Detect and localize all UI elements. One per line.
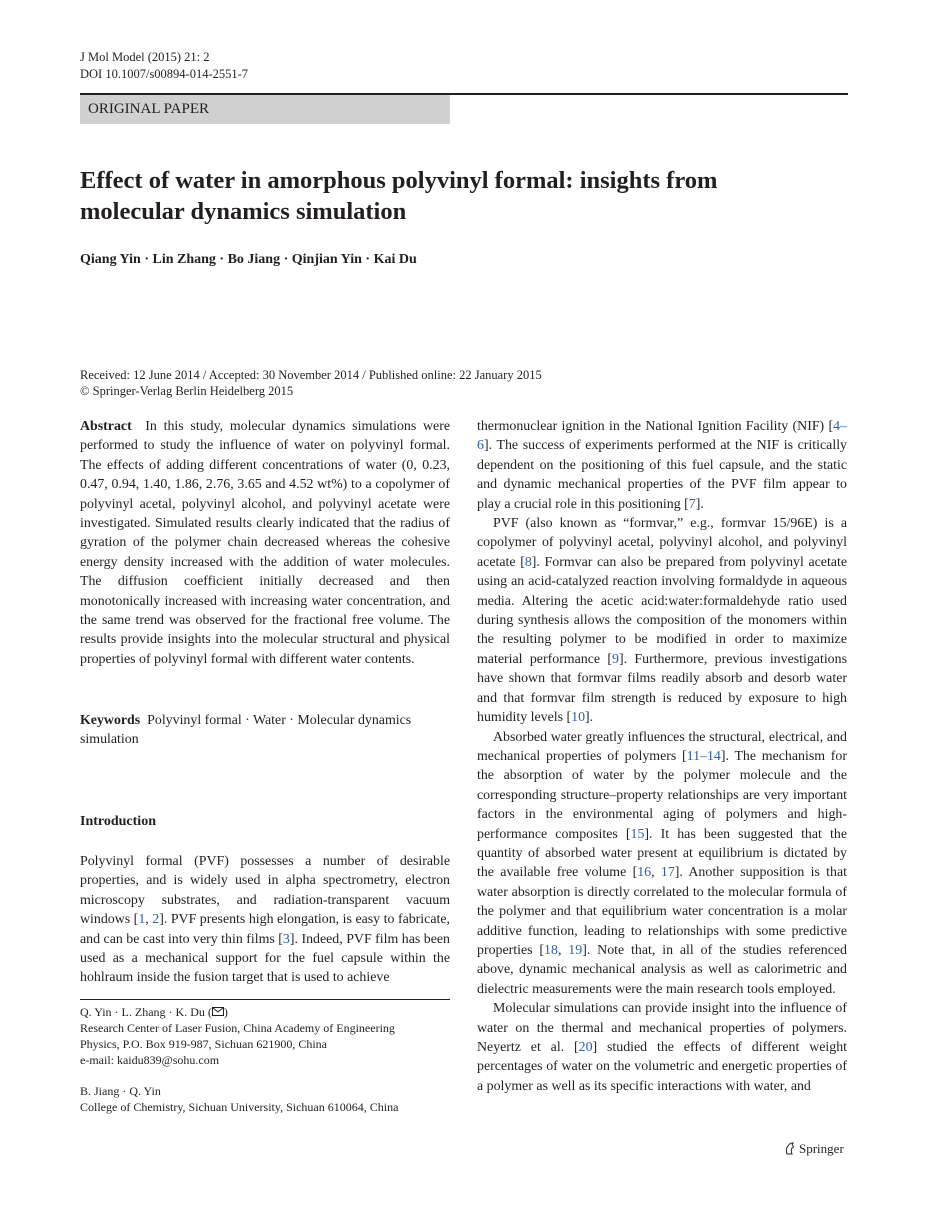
abstract-label: Abstract (80, 419, 132, 434)
keywords-label: Keywords (80, 713, 141, 728)
copyright-line: © Springer-Verlag Berlin Heidelberg 2015 (80, 384, 294, 398)
right-column (477, 417, 847, 1096)
publisher-mark (784, 1141, 844, 1157)
citation-link[interactable]: 16 (637, 865, 652, 881)
citation-link[interactable]: 18 (544, 942, 558, 958)
citation-link[interactable]: 2 (152, 912, 160, 928)
footnote-rule (80, 999, 450, 1000)
keywords (80, 711, 450, 750)
abstract (80, 417, 450, 669)
affiliation-1-email[interactable]: e-mail: kaidu839@sohu.com (80, 1053, 220, 1067)
publisher-name: Springer (799, 1141, 844, 1156)
affiliation-2 (80, 1083, 450, 1115)
introduction-heading: Introduction (80, 814, 156, 829)
citation-link[interactable]: 7 (688, 496, 696, 512)
publication-history (80, 367, 542, 399)
affiliation-1-line-1: Research Center of Laser Fusion, China Academy of Engineering (80, 1021, 395, 1035)
journal-doi[interactable]: DOI 10.1007/s00894-014-2551-7 (80, 67, 249, 81)
citation-link[interactable]: 1 (138, 912, 146, 928)
abstract-text: In this study, molecular dynamics simulations were performed to study the influence of water on polyvinyl formal. The effects of adding different concentrations of water (0, 0.23, 0.47, 0.94, 1.40, 1.86, 2.76, 3.65 and 4.52 wt%) to a copolymer of polyvinyl acetal, polyvinyl alcohol, and polyvinyl acetate were investigated. Simulated results clearly indicated that the radius of gyration of the polymer chain decreased whereas the cohesive energy density increased with the addition of water molecules. The diffusion coefficient initially decreased and then monotonically increased with increasing water concentration, and the same trend was observed for the fractional free volume. The results provide insights into the molecular structural and physical properties of polyvinyl formal with different water contents. (80, 419, 450, 667)
citation-link[interactable]: 10 (571, 710, 586, 726)
citation-link[interactable]: 3 (282, 931, 290, 947)
citation-link[interactable]: 17 (660, 865, 675, 881)
citation-link[interactable]: 4–6 (477, 419, 847, 454)
body-paragraph: Absorbed water greatly influences the structural, electrical, and mechanical properties of polymers [11–14]. The mechanism for the absorption of water by the polymer molecule and the corresponding structure–property relationships are very important factors in the environmental aging of polymers and high-performance composites [15]. It has been suggested that the quantity of absorbed water present at equilibrium is dictated by the available free volume [16, 17]. Another supposition is that water absorption is directly correlated to the molecular formula of the polymer and that equilibrium water concentration is a molar additive function, leading to relationships with some predictive properties [18, 19]. Note that, in all of the studies referenced above, dynamic mechanical analysis as well as calorimetric and dielectric measurements were the main research tools employed. (477, 729, 848, 997)
body-paragraph: thermonuclear ignition in the National Ignition Facility (NIF) [4–6]. The success of experiments performed at the NIF is critically dependent on the positioning of this fuel capsule, and the static and dynamic mechanical properties of the PVF film appear to play a crucial role in this positioning [7]. (477, 419, 847, 512)
author-list: Qiang Yin · Lin Zhang · Bo Jiang · Qinjian Yin · Kai Du (80, 252, 417, 267)
article-title: Effect of water in amorphous polyvinyl formal: insights from molecular dynamics simulation (80, 167, 718, 225)
citation-link[interactable]: 15 (630, 826, 645, 842)
article-type-banner: ORIGINAL PAPER (80, 95, 450, 124)
introduction-body (80, 852, 450, 988)
journal-header (80, 49, 248, 83)
affiliation-2-authors: B. Jiang · Q. Yin (80, 1084, 161, 1098)
citation-link[interactable]: 9 (612, 651, 619, 667)
envelope-icon[interactable] (212, 1005, 224, 1019)
keywords-text: Polyvinyl formal · Water · Molecular dynamics simulation (80, 713, 412, 748)
body-paragraph: PVF (also known as “formvar,” e.g., formvar 15/96E) is a copolymer of polyvinyl acetal, polyvinyl alcohol, and polyvinyl acetate [8]. Formvar can also be prepared from polyvinyl acetate using an acid-catalyzed reaction involving formaldyde in aqueous media. Altering the acetic acid:water:formaldehyde ratio used during synthesis allows the composition of the monomers within the resulting polymer to be modified in order to maximize material performance [9]. Furthermore, previous investigations have shown that formvar films readily absorb and desorb water and that formvar film strength is reduced by exposure to high humidity levels [10]. (477, 516, 848, 726)
citation-link[interactable]: 8 (524, 554, 532, 570)
intro-paragraph-1: Polyvinyl formal (PVF) possesses a number of desirable properties, and is widely used in alpha spectrometry, electron microscopy substrates, and radiation-transparent vacuum windows [1, 2]. PVF presents high elongation, is easy to fabricate, and can be cast into very thin films [3]. Indeed, PVF film has been used as a mechanical support for the fuel capsule within the hohlraum inside the fusion target that is used to achieve (80, 854, 450, 986)
affiliation-1: Q. Yin · L. Zhang · K. Du ( ) Research Center of Laser Fusion, China Academy of Engineering Physics, P.O. Box 919-987, Sichuan 621900, China e-mail: kaidu839@sohu.com (80, 1004, 450, 1068)
affiliation-1-line-2: Physics, P.O. Box 919-987, Sichuan 621900, China (80, 1037, 328, 1051)
springer-horse-icon (784, 1142, 795, 1155)
citation-link[interactable]: 19 (568, 942, 583, 958)
body-paragraph: Molecular simulations can provide insight into the influence of water on the thermal and mechanical properties of polymers. Neyertz et al. [20] studied the effects of different weight percentages of water on the volumetric and energetic properties of a polymer as well as its specific interactions with water, and (477, 1001, 848, 1094)
citation-link[interactable]: 20 (578, 1040, 593, 1055)
affiliation-1-authors: Q. Yin · L. Zhang · K. Du ( (80, 1005, 212, 1019)
affiliation-2-line-1: College of Chemistry, Sichuan University, Sichuan 610064, China (80, 1100, 399, 1114)
citation-link[interactable]: 11–14 (686, 748, 721, 764)
journal-citation: J Mol Model (2015) 21: 2 (80, 50, 210, 64)
history-dates: Received: 12 June 2014 / Accepted: 30 November 2014 / Published online: 22 January 2015 (80, 368, 542, 382)
